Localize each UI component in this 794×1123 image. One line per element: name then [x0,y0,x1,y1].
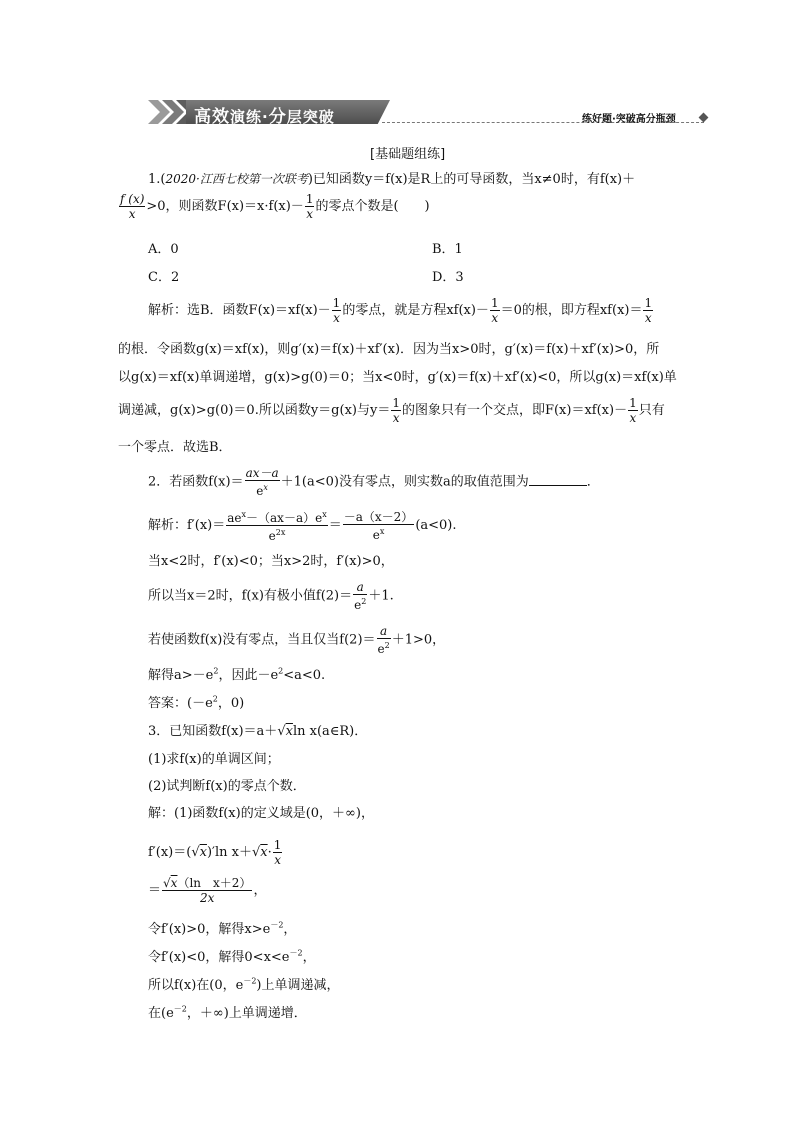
q3-solution-text-1: f′(x)＝( [148,845,192,860]
e-base: e [377,642,385,656]
q1-option-b: B．1 [432,242,463,257]
exponent: x [263,483,268,492]
exponent: x [379,526,385,536]
fraction-denominator: x [644,311,652,325]
sqrt-symbol: √ [191,845,200,860]
fraction-denominator [377,639,391,656]
fraction-numerator [162,876,252,891]
q2-solution-text-5: 若使函数f(x)没有零点，当且仅当f(2)＝ [148,632,376,648]
banner-title [194,102,335,127]
q1-solution-text-2: 的零点，就是方程xf(x)－ [342,303,489,318]
q3-solution-line-5 [148,946,316,965]
e-base: e [256,484,264,498]
q3-solution-line-7 [148,1002,307,1021]
q1-solution-line-5: 一个零点．故选B． [118,440,232,455]
q2-answer [148,692,244,711]
exponent: 2 [278,666,284,676]
fraction-numerator: ax－a [245,466,279,480]
fraction-numerator: 1 [332,296,341,310]
numerator-part-1: ae [227,511,242,525]
q2-stem-text-1: 2．若函数f(x)＝ [148,474,244,490]
banner-word-2: 层突破 [286,108,335,126]
q1-stem-text-2: >0，则函数F(x)＝x·f(x)－ [146,199,304,214]
q2-solution-text-2: (a<0). [415,518,457,533]
q3-solution-text-8: ，＋∞)上单调递增． [186,1006,307,1021]
q1-solution-text-5: 的图象只有一个交点，即F(x)＝xf(x)－ [401,403,628,418]
fraction-denominator: x [274,853,281,867]
sqrt-symbol: √ [277,724,286,739]
q2-derivative-fraction-2 [343,510,415,542]
q1-solution-text-3: ＝0的根，即方程xf(x)＝ [500,303,643,318]
fraction-denominator: x [128,207,136,221]
q2-solution-text-9: <a<0. [283,668,326,683]
fraction-a-over-e2 [377,624,391,656]
numerator-rest: （ln x＋2） [177,876,252,890]
answer-blank [529,473,587,486]
q2-solution-text-1: 解析：f′(x)＝ [148,518,226,533]
fraction-denominator [353,595,367,612]
header-right-tag: 练好题·突破高分瓶颈 [582,114,676,125]
q3-part-1: (1)求f(x)的单调区间； [148,752,280,767]
q3-solution-line-2 [148,838,283,867]
sqrt-radicand: x [285,724,293,739]
fraction-denominator: x [392,411,400,425]
q3-derivative-fraction [162,876,252,905]
fraction-1-over-x [273,838,283,867]
fraction-1-over-x [332,296,342,325]
fraction-denominator: x [333,311,340,325]
fraction-1-over-x [643,296,653,325]
q2-solution-line-2: 当x<2时，f′(x)<0；当x>2时，f′(x)>0， [148,554,394,569]
exponent: 2 [213,666,219,676]
q2-solution-line-4 [148,624,445,656]
fraction-denominator [226,526,327,543]
fraction-numerator: 1 [644,296,653,310]
q3-solution-text-5: 所以f(x)在(0，e [148,978,244,993]
fraction-denominator: x [629,411,637,425]
sqrt-symbol: √ [251,845,261,860]
q2-stem-text-2: ＋1(a<0)没有零点，则实数a的取值范围为 [280,474,529,490]
q3-solution-line-6 [148,974,340,993]
comma: ， [302,950,316,965]
q1-option-d: D．3 [432,270,464,285]
fraction-numerator: a [377,624,391,639]
fraction-numerator [226,508,327,526]
q2-stem-end: ． [586,474,600,490]
fraction-1-over-x [391,396,401,425]
q3-solution-text-2: )′ln x＋ [206,845,252,860]
q1-stem-line-1 [148,168,635,187]
q1-solution-line-3: 以g(x)＝xf(x)单调递增，g(x)>g(0)＝0；当x<0时，g′(x)＝f(x)＋xf′(x)<0，所以g(x)＝xf(x)单 [118,370,677,385]
fraction-numerator: 1 [629,396,637,410]
comma: ， [253,883,267,898]
q3-part-2: (2)试判断f(x)的零点个数． [148,779,306,794]
sqrt-symbol: √ [163,876,171,890]
q2-stem [148,466,600,498]
fraction-numerator: －a（x－2） [343,509,414,524]
fraction-1-over-x [628,396,638,425]
q2-solution-text-4: ＋1. [368,588,394,604]
q3-solution-text-6: )上单调递减， [256,978,340,993]
fraction-numerator: 1 [305,192,314,206]
q3-solution-line-4 [148,918,296,937]
q3-solution-text-3: 令f′(x)>0，解得x>e [148,922,271,937]
q1-fraction-fx-over-x [119,192,145,221]
exponent: x [241,510,247,519]
dot-operator: · [267,845,272,860]
q3-stem [148,720,367,739]
q2-stem-fraction [245,466,280,498]
e-base: e [372,527,380,542]
e-base: e [268,529,276,543]
q2-answer-text-1: 答案：(－e [148,696,213,711]
q1-option-c: C．2 [148,270,180,285]
q1-solution-line-4 [118,396,665,425]
q2-solution-text-3: 所以当x＝2时，f(x)有极小值f(2)＝ [148,588,353,604]
exponent: 2 [361,597,367,606]
q3-solution-text-4: 令f′(x)<0，解得0<x<e [148,950,290,965]
header-banner [148,100,392,127]
q1-fraction-1-over-x [305,192,315,221]
fraction-denominator [343,525,415,542]
equals-sign: ＝ [148,883,162,898]
fraction-numerator: f (x) [120,192,145,206]
section-title: [基础题组练] [370,147,446,162]
q3-solution-line-1: 解：(1)函数f(x)的定义域是(0，＋∞)， [148,806,374,821]
exponent: －2 [173,1004,187,1014]
comma: ， [283,922,297,937]
banner-char-3: 分 [268,107,287,127]
exponent: 2x [275,528,286,537]
fraction-denominator: 2x [200,891,215,905]
fraction-denominator: x [491,311,499,325]
exponent: x [322,510,327,519]
banner-dot: · [262,108,269,126]
exponent: －2 [243,976,257,986]
q1-solution-line-1 [148,296,654,325]
numerator-part-2: －（ax－a）e [246,511,323,525]
equals-sign: ＝ [328,518,342,533]
fraction-denominator [245,481,280,498]
fraction-numerator: 1 [392,396,400,410]
banner-word-1: 演练 [230,108,263,126]
fraction-numerator: 1 [273,838,282,852]
q2-solution-text-6: ＋1>0， [391,632,446,648]
sqrt-radicand: x [199,845,207,860]
q3-solution-text-7: 在(e [148,1006,174,1021]
q1-number: 1.( [148,172,166,187]
q2-derivative-fraction-1 [226,508,327,543]
q1-stem-line-2 [118,192,430,221]
q2-solution-line-3 [148,580,394,612]
exponent: 2 [212,694,218,704]
q2-solution-text-7: 解得a>－e [148,668,214,683]
exponent: 2 [384,641,390,650]
q1-solution-text-6: 只有 [638,403,665,418]
q1-source: 2020·江西七校第一次联考 [165,172,308,186]
sqrt-radicand: x [170,876,178,890]
fraction-numerator: 1 [490,296,499,310]
exponent: －2 [270,920,284,930]
q1-option-a: A．0 [148,242,179,257]
fraction-a-over-e2 [353,580,367,612]
banner-char-1: 高 [194,107,212,127]
q1-stem-text: )已知函数y＝f(x)是R上的可导函数，当x≠0时，有f(x)＋ [307,172,636,187]
e-base: e [354,598,362,612]
q2-solution-line-5 [148,664,325,683]
fraction-1-over-x [490,296,500,325]
q3-stem-text-2: ln x(a∈R)． [292,724,368,739]
q3-solution-line-3 [148,876,266,905]
q2-solution-derivative [148,508,457,543]
fraction-numerator: a [353,580,367,595]
q1-solution-text-4: 调递减，g(x)>g(0)＝0.所以函数y＝g(x)与y＝ [118,403,391,418]
q2-solution-text-8: ，因此－e [218,668,279,683]
fraction-denominator: x [306,207,314,221]
q1-solution-line-2: 的根．令函数g(x)＝xf(x)，则g′(x)＝f(x)＋xf′(x)．因为当x>0时，g′(x)＝f(x)＋xf′(x)>0，所 [118,342,660,357]
banner-char-2: 效 [212,107,230,127]
diamond-icon [699,113,709,123]
q1-stem-text-3: 的零点个数是( ) [315,199,430,214]
exponent: －2 [289,948,303,958]
q3-stem-text-1: 3．已知函数f(x)＝a＋ [148,724,278,739]
sqrt-radicand: x [260,845,268,860]
q2-answer-text-2: ，0) [217,696,245,711]
q1-solution-text-1: 解析：选B．函数F(x)＝xf(x)－ [148,303,331,318]
